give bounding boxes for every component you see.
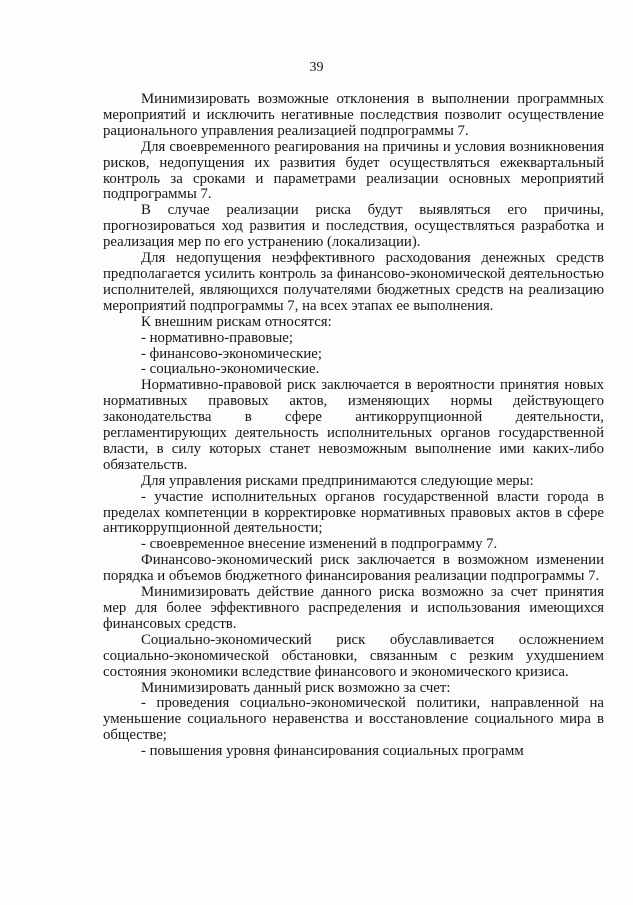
paragraph: Минимизировать действие данного риска возможно за счет принятия мер для более эффективного распределения и использования имеющихся финансовых средств. [103,584,604,632]
page-number: 39 [309,60,324,75]
list-item: - социально-экономические. [141,361,320,378]
paragraph: Минимизировать возможные отклонения в выполнении программных мероприятий и исключить негативные последствия позволит осуществление рационального управления реализацией подпрограммы 7. [103,91,604,139]
page-body [103,92,604,760]
paragraph: Социально-экономический риск обуславливается осложнением социально-экономической обстановки, связанным с резким ухудшением состояния экономики вследствие финансового и экономического кризиса. [103,631,604,680]
list-item: - финансово-экономические; [141,345,322,362]
paragraph: Финансово-экономический риск заключается в возможном изменении порядка и объемов бюджетного финансирования реализации подпрограммы 7. [103,552,604,585]
list-item: - участие исполнительных органов государственной власти города в пределах компетенции в корректировке нормативных правовых актов в сфере антикоррупционной деятельности; [103,488,604,537]
paragraph: Для недопущения неэффективного расходования денежных средств предполагается усилить контроль за финансово-экономической деятельностью исполнителей, являющихся получателями бюджетных средств на реализацию мероприятий подпрограммы 7, на всех этапах ее выполнения. [103,250,604,314]
paragraph: В случае реализации риска будут выявляться его причины, прогнозироваться ход развития и последствия, осуществляться разработка и реализация мер по его устранению (локализации). [103,202,604,251]
list-item: - нормативно-правовые; [141,329,293,346]
list-item: - своевременное внесение изменений в подпрограмму 7. [141,536,498,553]
paragraph: Для своевременного реагирования на причины и условия возникновения рисков, недопущения их развития будет осуществляться ежеквартальный контроль за сроками и параметрами реализации основных мероприятий подпрограммы 7. [103,138,604,203]
list-item: - повышения уровня финансирования социальных программ [141,743,524,760]
list-item: - проведения социально-экономической политики, направленной на уменьшение социального неравенства и восстановление социального мира в обществе; [103,695,604,744]
paragraph: К внешним рискам относятся: [141,313,332,330]
paragraph: Минимизировать данный риск возможно за счет: [141,679,451,696]
paragraph: Нормативно-правовой риск заключается в вероятности принятия новых нормативных правовых актов, изменяющих нормы действующего законодательства в сфере антикоррупционной деятельности, регламентирующих деятельность исполнительных органов государственной власти, в силу которых станет невозможным выполнение ими каких-либо обязательств. [103,377,604,473]
paragraph: Для управления рисками предпринимаются следующие меры: [141,472,534,489]
